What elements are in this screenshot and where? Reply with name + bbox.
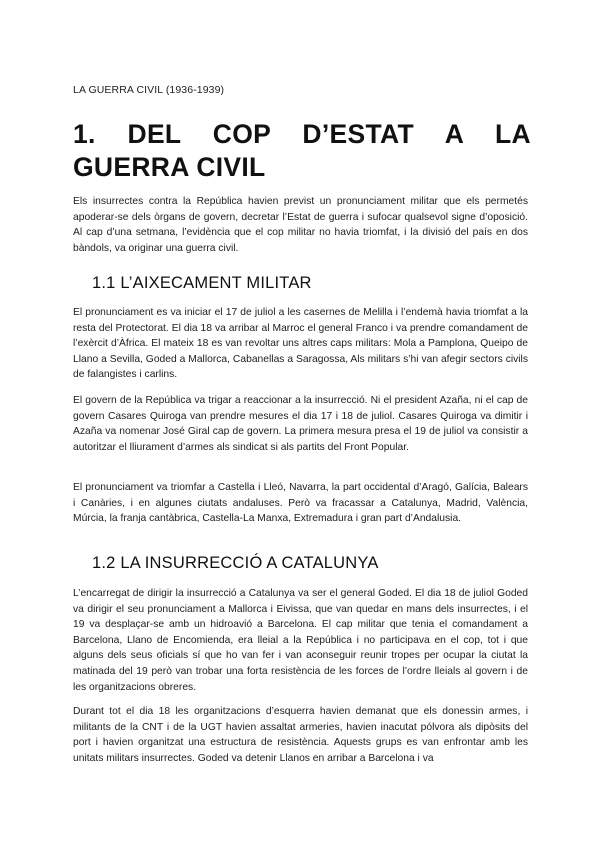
intro-paragraph: Els insurrectes contra la República havien previst un pronunciament militar que els permetés apoderar-se dels òrgans de govern, decretar l’Estat de guerra i sufocar qualsevol signe d’oposició. Al cap d’una setmana, l’evidència que el cop militar no havia triomfat, i la divisió del país en dos bàndols, va originar una guerra civil. — [73, 196, 528, 254]
section-heading-catalunya: 1.2 LA INSURRECCIÓ A CATALUNYA — [92, 554, 379, 572]
section-heading-aixecament: 1.1 L’AIXECAMENT MILITAR — [92, 274, 312, 292]
paragraph-catalunya-1: L’encarregat de dirigir la insurrecció a Catalunya va ser el general Goded. El dia 18 de juliol Goded va dirigir el seu pronunciament a Mallorca i Eivissa, que van quedar en mans dels insurrectes, i el 19 va desplaçar-se amb un hidroavió a Barcelona. El cap militar que tenia el comandament a Barcelona, Llano de Encomienda, era lleial a la República i no participava en el cop, tot i que alguns dels seus oficials sí que ho van fer i van aconseguir reunir tropes per ocupar la ciutat la matinada del 19 però van trobar una forta resistència de les forces de l’ordre lleials al govern i de les organitzacions obreres. — [73, 588, 528, 693]
paragraph-aixecament-1: El pronunciament es va iniciar el 17 de juliol a les casernes de Melilla i l’endemà havia triomfat a la resta del Protectorat. El dia 18 va arribar al Marroc el general Franco i va prendre comandament de l’exèrcit d’Àfrica. El mateix 18 es van revoltar uns altres caps militars: Mola a Pamplona, Queipo de Llano a Sevilla, Goded a Mallorca, Cabanellas a Saragossa, Als militars s’hi van afegir sectors civils de falangistes i carlins. — [73, 307, 528, 381]
running-header: LA GUERRA CIVIL (1936-1939) — [73, 84, 225, 96]
paragraph-aixecament-3: El pronunciament va triomfar a Castella i Lleó, Navarra, la part occidental d’Aragó, Galícia, Balears i Canàries, i en algunes ciutats andaluses. Però va fracassar a Catalunya, Madrid, València, Múrcia, la franja cantàbrica, Castella-La Manxa, Extremadura i gran part d’Andalusia. — [73, 482, 528, 525]
page-title: 1. DEL COP D’ESTAT A LA GUERRA CIVIL — [73, 119, 531, 182]
paragraph-aixecament-2: El govern de la República va trigar a reaccionar a la insurrecció. Ni el president Azaña, ni el cap de govern Casares Quiroga van prendre mesures el dia 17 i 18 de juliol. Casares Quiroga va dimitir i Azaña va nomenar José Giral cap de govern. La primera mesura presa el 19 de juliol va consistir a autoritzar el lliurament d’armes als sindicat si als partits del Front Popular. — [73, 395, 528, 453]
paragraph-catalunya-2: Durant tot el dia 18 les organitzacions d’esquerra havien demanat que els donessin armes, i militants de la CNT i de la UGT havien assaltat armeries, havien inacutat pólvora als dipòsits del port i havien organitzat una estructura de resistència. Aquests grups es van enfrontar amb les unitats militars insurrectes. Goded va detenir Llanos en arribar a Barcelona i va — [73, 706, 528, 764]
